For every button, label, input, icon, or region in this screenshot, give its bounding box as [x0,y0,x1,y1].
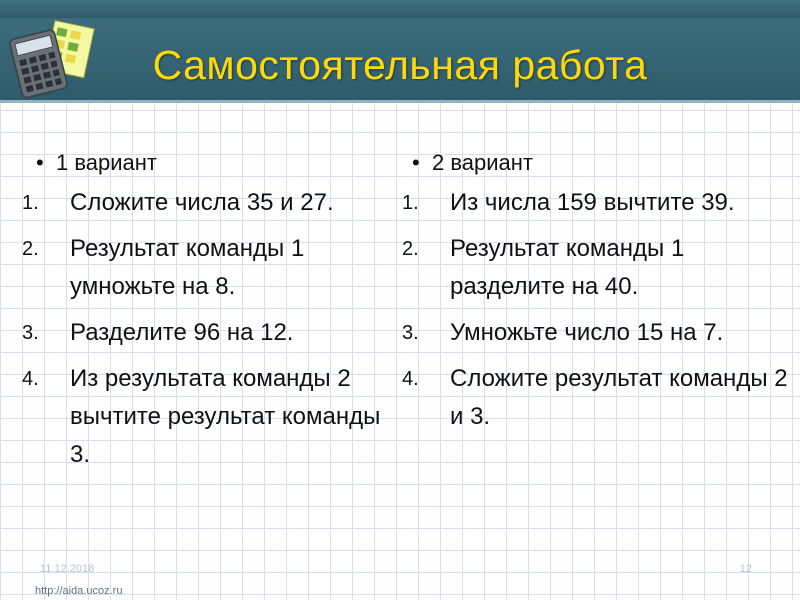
list-item [22,230,394,306]
list-item [402,360,792,436]
variant-1-column [22,148,394,482]
list-item-number: 4. [22,368,39,390]
top-bar [0,0,800,18]
bullet-icon: • [36,150,44,175]
variant-1-heading-text: 1 вариант [56,150,158,175]
list-item-text: Результат команды 1 разделите на 40. [450,235,685,300]
list-item-number: 2. [402,238,419,260]
list-item-text: Сложите результат команды 2 и 3. [450,365,788,430]
variant-2-heading-text: 2 вариант [432,150,534,175]
variant-2-list [402,184,792,436]
list-item-text: Из числа 159 вычтите 39. [450,189,735,216]
list-item-number: 2. [22,238,39,260]
list-item [402,184,792,222]
variant-2-column [402,148,792,444]
list-item [22,360,394,474]
list-item-text: Из результата команды 2 вычтите результат команды 3. [70,365,381,468]
variant-1-heading [22,148,394,178]
bullet-icon: • [412,150,420,175]
slide-title: Самостоятельная работа [152,42,648,88]
list-item-text: Сложите числа 35 и 27. [70,189,334,216]
list-item [402,230,792,306]
page-number: 12 [739,563,752,575]
footer-url: http://aida.ucoz.ru [35,585,123,597]
list-item [402,314,792,352]
list-item-number: 3. [402,322,419,344]
list-item-text: Умножьте число 15 на 7. [450,319,724,346]
footer-date: 11.12.2018 [40,563,95,575]
list-item-number: 1. [22,192,39,214]
list-item-number: 3. [22,322,39,344]
header-divider [0,100,800,103]
list-item-number: 1. [402,192,419,214]
list-item-number: 4. [402,368,419,390]
variant-2-heading [402,148,792,178]
list-item-text: Разделите 96 на 12. [70,319,294,346]
variant-1-list [22,184,394,474]
list-item-text: Результат команды 1 умножьте на 8. [70,235,305,300]
list-item [22,184,394,222]
list-item [22,314,394,352]
